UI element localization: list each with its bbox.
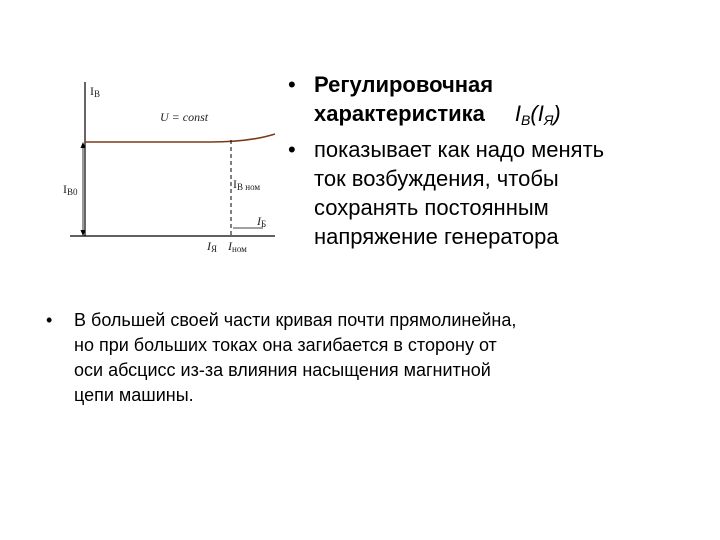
bullet-1-line-2: характеристика (314, 101, 485, 126)
bullet-1-line-1: Регулировочная (314, 72, 494, 97)
bullet-3-line-4: цепи машины. (74, 385, 194, 405)
i-b0-label: $I_{B0}$ (63, 182, 78, 197)
y-axis-label: $I_B$ (90, 84, 101, 99)
bullet-3-line-2: но при больших токах она загибается в сторону от (74, 335, 497, 355)
bullet-3-line-1: В большей своей части кривая почти прямолинейна, (74, 310, 517, 330)
bottom-bullet-list (46, 308, 686, 408)
bullet-curve-description (46, 308, 686, 408)
i-ya-label: $I_Я$ (207, 239, 218, 254)
figure-graphics (60, 78, 290, 258)
bullet-marker: • (288, 72, 296, 97)
curve-label: U = const (160, 110, 209, 124)
bullet-marker: • (288, 137, 296, 162)
bullet-shows-how (288, 135, 708, 251)
bullet-regulation-characteristic (288, 70, 708, 135)
bullet-2-line-4: напряжение генератора (314, 224, 559, 249)
bullet-2-line-3: сохранять постоянным (314, 195, 549, 220)
regulation-characteristic-figure (60, 78, 290, 258)
bullet-3-line-3: оси абсцисс из-за влияния насыщения магнитной (74, 360, 491, 380)
characteristic-curve (85, 134, 275, 142)
bullet-2-line-1: показывает как надо менять (314, 137, 605, 162)
bullet-marker: • (46, 310, 53, 330)
i-e-label: $I_Б$ (257, 214, 267, 229)
top-bullet-list (288, 70, 708, 251)
i-nom-label: $I_{ном}$ (228, 239, 247, 254)
i-bnom-label: $I_{B ном}$ (233, 177, 261, 192)
bullet-2-line-2: ток возбуждения, чтобы (314, 166, 559, 191)
formula-ib-iya: $I_В(I_Я)$ (514, 101, 561, 128)
